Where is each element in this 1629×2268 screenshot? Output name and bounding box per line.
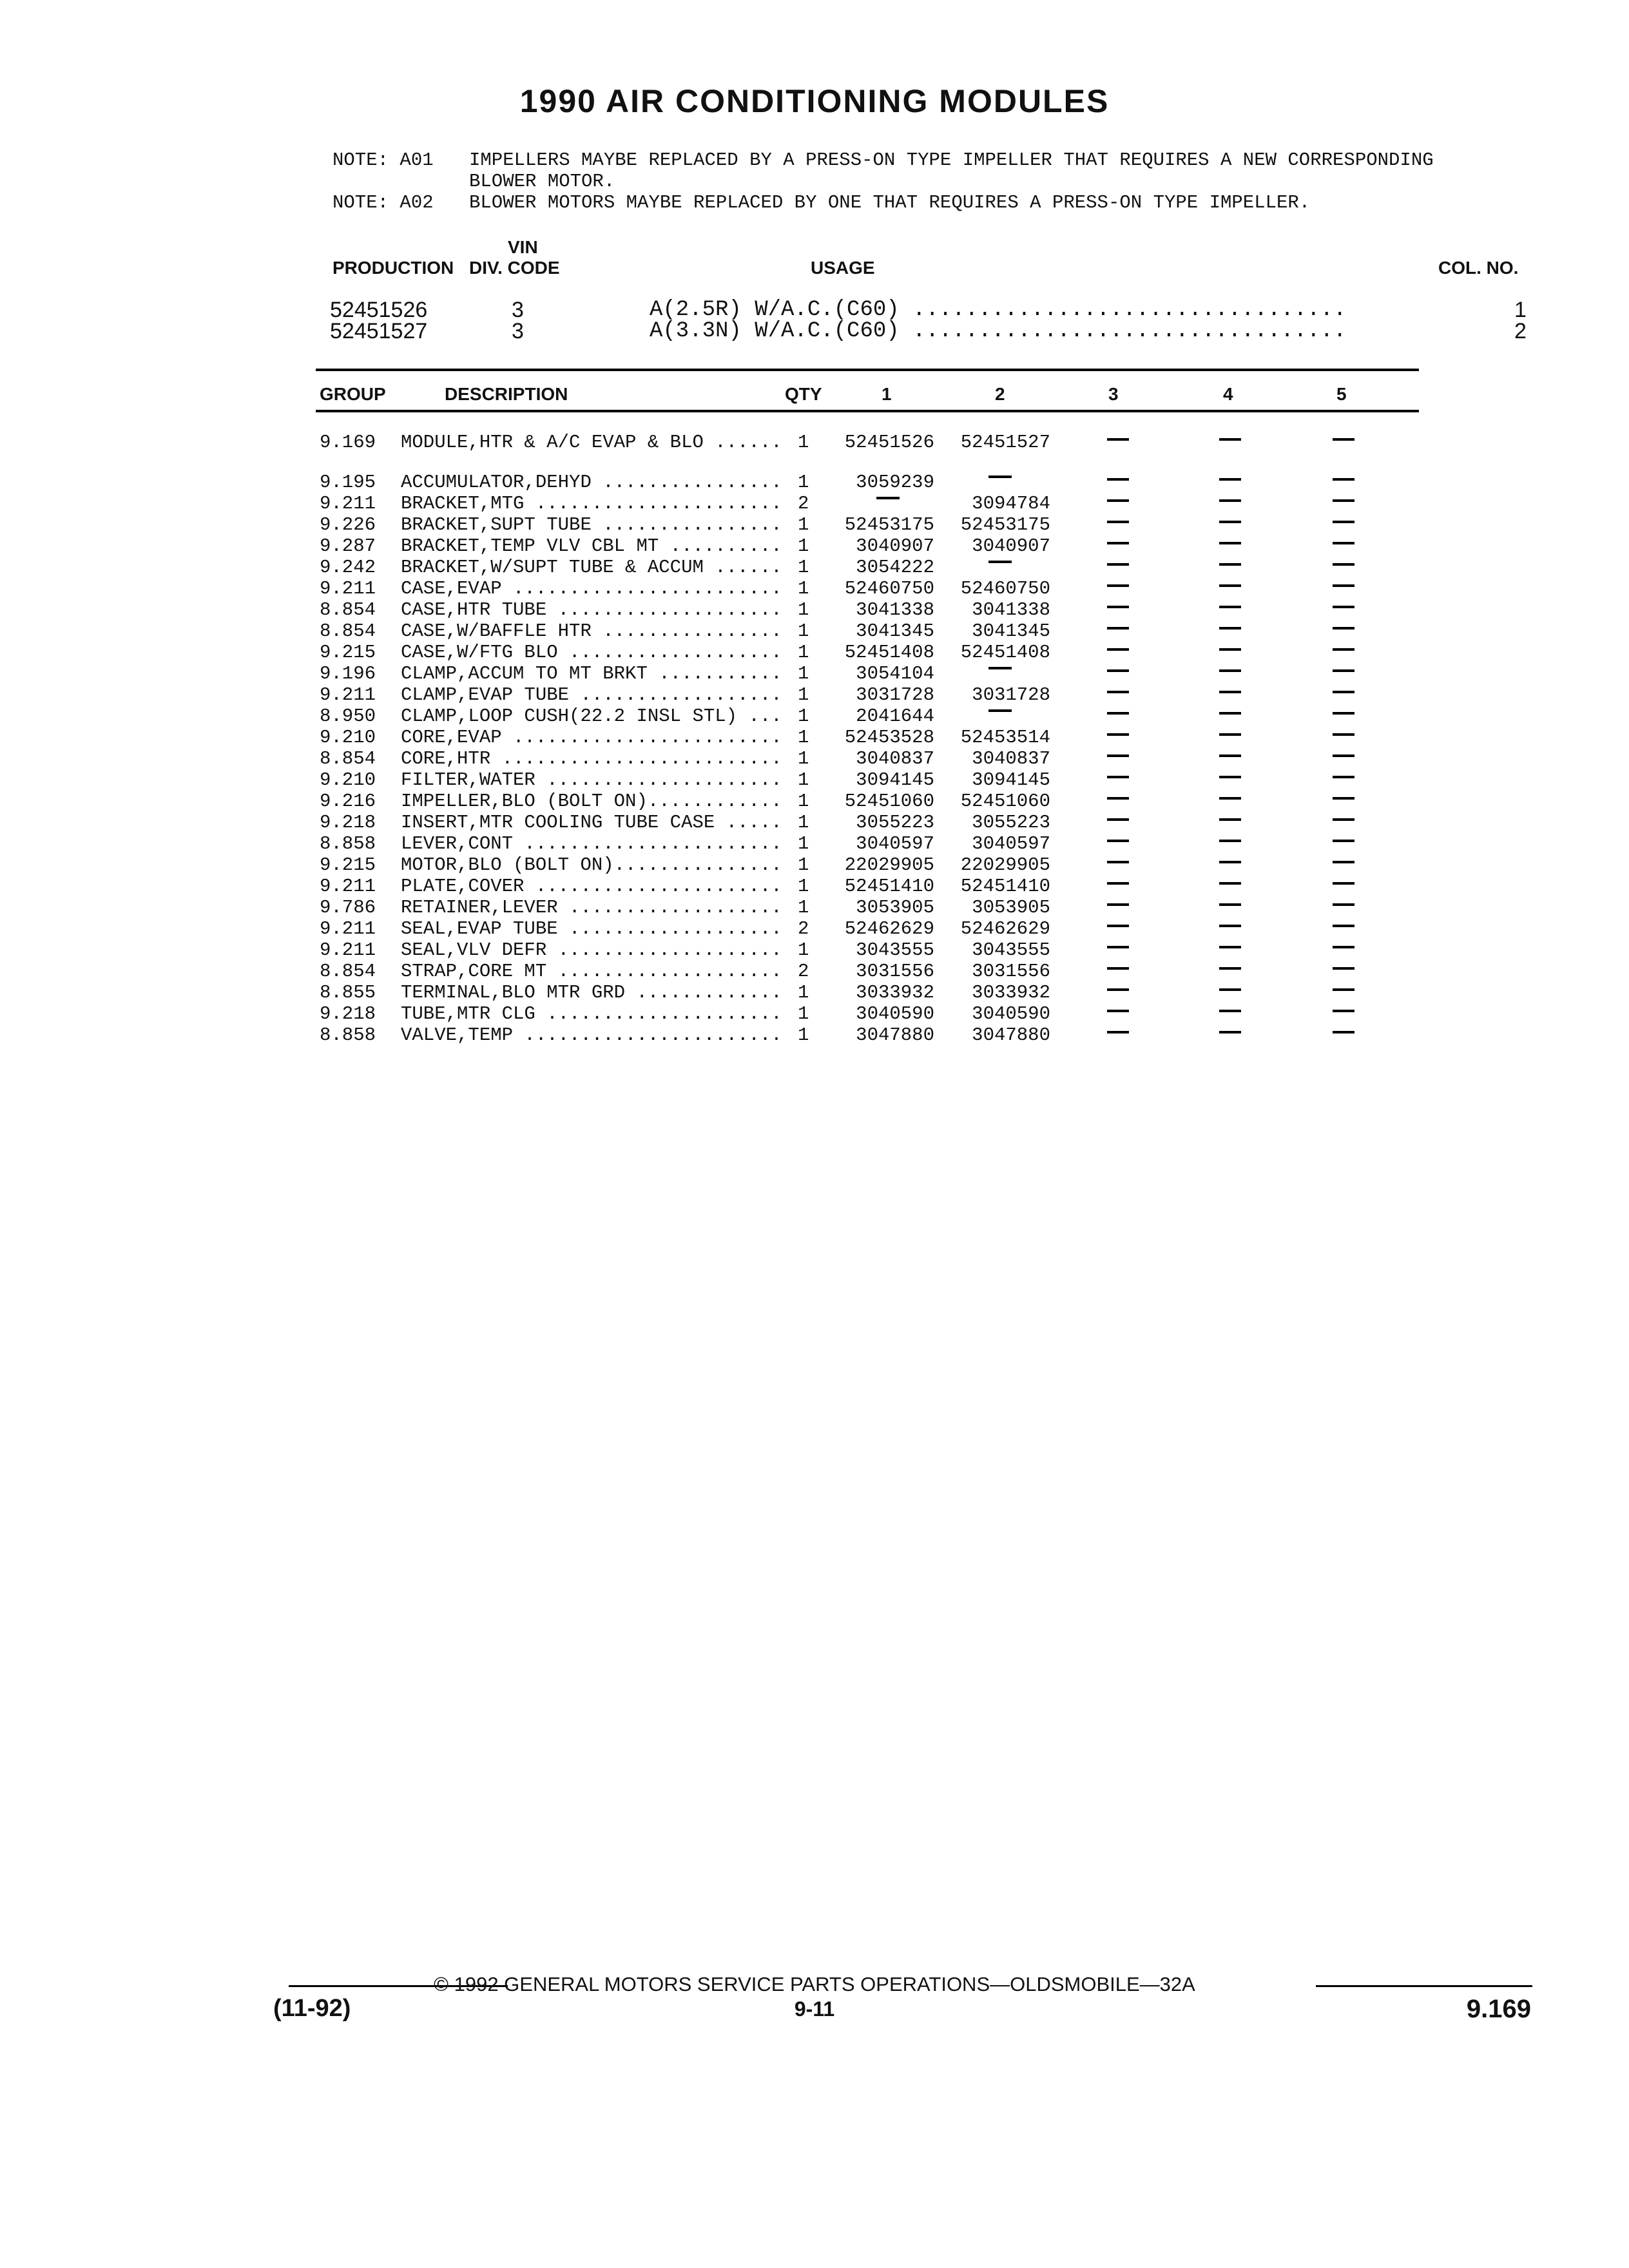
table-row xyxy=(0,493,1629,514)
group-cell: 8.854 xyxy=(320,599,376,620)
col-2-header: 2 xyxy=(995,384,1005,404)
col-3-dash xyxy=(1107,691,1129,693)
table-row xyxy=(0,833,1629,854)
production-usage: A(3.3N) W/A.C.(C60) ................................. xyxy=(650,319,1347,343)
qty-cell: 1 xyxy=(798,812,809,833)
col-3-dash xyxy=(1107,606,1129,608)
col-2-cell: 3094145 xyxy=(972,769,1050,791)
col-2-cell: 52453514 xyxy=(960,727,1050,748)
col-1-cell: 3059239 xyxy=(856,472,934,493)
col-1-cell: 3055223 xyxy=(856,812,934,833)
table-row xyxy=(0,642,1629,663)
description-cell: BRACKET,W/SUPT TUBE & ACCUM ...... xyxy=(401,557,782,578)
col-4-dash xyxy=(1219,754,1241,757)
col-2-cell: 52462629 xyxy=(960,918,1050,939)
qty-cell: 1 xyxy=(798,769,809,791)
col-1-cell: 3053905 xyxy=(856,897,934,918)
group-cell: 9.287 xyxy=(320,535,376,557)
description-cell: CORE,EVAP ........................ xyxy=(401,727,782,748)
group-cell: 8.854 xyxy=(320,620,376,642)
description-cell: SEAL,EVAP TUBE ................... xyxy=(401,918,782,939)
description-cell: CASE,W/FTG BLO ................... xyxy=(401,642,782,663)
col-3-dash xyxy=(1107,818,1129,821)
footer-date: (11-92) xyxy=(273,1995,351,2022)
table-row xyxy=(0,876,1629,897)
col-1-header: 1 xyxy=(882,384,892,404)
footer-copyright: © 1992 GENERAL MOTORS SERVICE PARTS OPERATIONS—OLDSMOBILE—32A xyxy=(434,1973,1195,1995)
col-2-cell: 3094784 xyxy=(972,493,1050,514)
col-5-dash xyxy=(1333,967,1354,970)
col-3-dash xyxy=(1107,478,1129,481)
col-5-dash xyxy=(1333,563,1354,566)
table-row xyxy=(0,599,1629,620)
col-3-dash xyxy=(1107,648,1129,651)
footer-page-number: 9-11 xyxy=(794,1997,835,2021)
col-1-cell: 3054222 xyxy=(856,557,934,578)
col-5-dash xyxy=(1333,818,1354,821)
table-row xyxy=(0,557,1629,578)
col-3-dash xyxy=(1107,712,1129,715)
qty-cell: 1 xyxy=(798,706,809,727)
description-cell: MODULE,HTR & A/C EVAP & BLO ...... xyxy=(401,432,782,453)
col-5-dash xyxy=(1333,840,1354,842)
production-col: 2 xyxy=(1514,319,1527,343)
qty-cell: 1 xyxy=(798,642,809,663)
group-cell: 9.226 xyxy=(320,514,376,535)
group-cell: 9.215 xyxy=(320,854,376,876)
col-4-dash xyxy=(1219,1031,1241,1033)
production-col: 1 xyxy=(1514,298,1527,322)
col-3-header: 3 xyxy=(1108,384,1119,404)
col-3-dash xyxy=(1107,1031,1129,1033)
col-1-cell: 3033932 xyxy=(856,982,934,1003)
col-4-dash xyxy=(1219,584,1241,587)
col-5-dash xyxy=(1333,1010,1354,1012)
col-3-dash xyxy=(1107,840,1129,842)
col-1-cell: 22029905 xyxy=(844,854,934,876)
col-5-dash xyxy=(1333,542,1354,544)
note-a01-text: IMPELLERS MAYBE REPLACED BY A PRESS-ON TYPE IMPELLER THAT REQUIRES A NEW CORRESPONDING xyxy=(469,149,1434,171)
not-applicable-dash xyxy=(988,476,1012,478)
col-5-dash xyxy=(1333,946,1354,948)
col-2-cell: 3041345 xyxy=(972,620,1050,642)
col-1-cell: 3054104 xyxy=(856,663,934,684)
col-1-cell: 52453175 xyxy=(844,514,934,535)
note-a02-label: NOTE: A02 xyxy=(333,192,434,213)
qty-cell: 1 xyxy=(798,833,809,854)
col-4-dash xyxy=(1219,776,1241,778)
col-5-header: 5 xyxy=(1336,384,1347,404)
col-5-dash xyxy=(1333,438,1354,441)
table-row xyxy=(0,472,1629,493)
col-1-cell: 52451060 xyxy=(844,791,934,812)
col-4-dash xyxy=(1219,1010,1241,1012)
col-1-cell: 52460750 xyxy=(844,578,934,599)
col-5-dash xyxy=(1333,903,1354,906)
table-row xyxy=(0,1003,1629,1024)
col-3-dash xyxy=(1107,584,1129,587)
table-row xyxy=(0,918,1629,939)
col-2-cell: 3055223 xyxy=(972,812,1050,833)
qty-cell: 1 xyxy=(798,897,809,918)
qty-cell: 1 xyxy=(798,1003,809,1024)
col-1-cell: 3040597 xyxy=(856,833,934,854)
col-4-dash xyxy=(1219,925,1241,927)
col-4-dash xyxy=(1219,840,1241,842)
col-5-dash xyxy=(1333,648,1354,651)
col-2-cell: 3031556 xyxy=(972,961,1050,982)
table-row xyxy=(0,791,1629,812)
group-cell: 9.211 xyxy=(320,876,376,897)
col-4-dash xyxy=(1219,967,1241,970)
qty-cell: 2 xyxy=(798,918,809,939)
col-1-cell: 52451410 xyxy=(844,876,934,897)
production-header: PRODUCTION xyxy=(333,258,454,278)
table-row xyxy=(0,432,1629,453)
group-cell: 9.196 xyxy=(320,663,376,684)
description-header: DESCRIPTION xyxy=(445,384,568,404)
group-cell: 8.858 xyxy=(320,833,376,854)
qty-cell: 1 xyxy=(798,432,809,453)
group-header: GROUP xyxy=(320,384,386,404)
description-cell: CLAMP,LOOP CUSH(22.2 INSL STL) ... xyxy=(401,706,782,727)
group-cell: 8.950 xyxy=(320,706,376,727)
group-cell: 9.218 xyxy=(320,1003,376,1024)
col-4-dash xyxy=(1219,946,1241,948)
table-row xyxy=(0,727,1629,748)
description-cell: TERMINAL,BLO MTR GRD ............. xyxy=(401,982,782,1003)
not-applicable-dash xyxy=(988,561,1012,563)
col-5-dash xyxy=(1333,606,1354,608)
production-div: 3 xyxy=(512,298,524,322)
group-cell: 9.195 xyxy=(320,472,376,493)
description-cell: IMPELLER,BLO (BOLT ON)............ xyxy=(401,791,782,812)
col-3-dash xyxy=(1107,1010,1129,1012)
col-5-dash xyxy=(1333,925,1354,927)
qty-cell: 2 xyxy=(798,493,809,514)
col-5-dash xyxy=(1333,776,1354,778)
description-cell: STRAP,CORE MT .................... xyxy=(401,961,782,982)
qty-header: QTY xyxy=(785,384,822,404)
col-1-cell: 3047880 xyxy=(856,1024,934,1046)
col-5-dash xyxy=(1333,1031,1354,1033)
col-3-dash xyxy=(1107,754,1129,757)
col-3-dash xyxy=(1107,882,1129,885)
col-5-dash xyxy=(1333,627,1354,629)
col-1-cell: 3043555 xyxy=(856,939,934,961)
col-3-dash xyxy=(1107,669,1129,672)
qty-cell: 1 xyxy=(798,684,809,706)
group-cell: 9.786 xyxy=(320,897,376,918)
production-number: 52451527 xyxy=(330,319,428,343)
qty-cell: 2 xyxy=(798,961,809,982)
description-cell: SEAL,VLV DEFR .................... xyxy=(401,939,782,961)
description-cell: CLAMP,EVAP TUBE .................. xyxy=(401,684,782,706)
qty-cell: 1 xyxy=(798,791,809,812)
qty-cell: 1 xyxy=(798,514,809,535)
col-2-cell: 3040597 xyxy=(972,833,1050,854)
group-cell: 9.211 xyxy=(320,684,376,706)
col-5-dash xyxy=(1333,882,1354,885)
qty-cell: 1 xyxy=(798,663,809,684)
col-2-cell: 3040907 xyxy=(972,535,1050,557)
col-5-dash xyxy=(1333,754,1354,757)
col-4-dash xyxy=(1219,818,1241,821)
qty-cell: 1 xyxy=(798,876,809,897)
qty-cell: 1 xyxy=(798,557,809,578)
description-cell: ACCUMULATOR,DEHYD ................ xyxy=(401,472,782,493)
col-4-dash xyxy=(1219,903,1241,906)
col-2-cell: 3041338 xyxy=(972,599,1050,620)
table-row xyxy=(0,939,1629,961)
vin-header: VIN xyxy=(508,237,538,257)
col-1-cell: 3040590 xyxy=(856,1003,934,1024)
group-cell: 8.855 xyxy=(320,982,376,1003)
col-4-dash xyxy=(1219,542,1241,544)
col-2-cell: 3047880 xyxy=(972,1024,1050,1046)
col-1-cell: 52451408 xyxy=(844,642,934,663)
description-cell: BRACKET,MTG ...................... xyxy=(401,493,782,514)
description-cell: BRACKET,TEMP VLV CBL MT .......... xyxy=(401,535,782,557)
not-applicable-dash xyxy=(988,709,1012,712)
col-3-dash xyxy=(1107,967,1129,970)
table-row xyxy=(0,854,1629,876)
not-applicable-dash xyxy=(876,497,900,499)
qty-cell: 1 xyxy=(798,620,809,642)
col-2-cell: 52451410 xyxy=(960,876,1050,897)
col-4-dash xyxy=(1219,988,1241,991)
qty-cell: 1 xyxy=(798,939,809,961)
qty-cell: 1 xyxy=(798,1024,809,1046)
col-4-dash xyxy=(1219,691,1241,693)
group-cell: 9.210 xyxy=(320,769,376,791)
col-1-cell: 3041338 xyxy=(856,599,934,620)
col-4-header: 4 xyxy=(1223,384,1233,404)
col-3-dash xyxy=(1107,776,1129,778)
description-cell: CASE,W/BAFFLE HTR ................ xyxy=(401,620,782,642)
col-3-dash xyxy=(1107,797,1129,800)
col-5-dash xyxy=(1333,691,1354,693)
qty-cell: 1 xyxy=(798,854,809,876)
group-cell: 9.216 xyxy=(320,791,376,812)
col-1-cell: 52462629 xyxy=(844,918,934,939)
group-cell: 9.169 xyxy=(320,432,376,453)
col-2-cell: 3053905 xyxy=(972,897,1050,918)
col-2-cell: 3033932 xyxy=(972,982,1050,1003)
col-5-dash xyxy=(1333,712,1354,715)
group-cell: 8.858 xyxy=(320,1024,376,1046)
group-cell: 9.210 xyxy=(320,727,376,748)
col-3-dash xyxy=(1107,499,1129,502)
col-2-cell: 22029905 xyxy=(960,854,1050,876)
table-header-rule xyxy=(316,410,1419,412)
col-2-cell: 52460750 xyxy=(960,578,1050,599)
col-4-dash xyxy=(1219,882,1241,885)
group-cell: 9.211 xyxy=(320,578,376,599)
div-code-header: DIV. CODE xyxy=(469,258,560,278)
not-applicable-dash xyxy=(988,667,1012,669)
col-4-dash xyxy=(1219,478,1241,481)
group-cell: 9.211 xyxy=(320,918,376,939)
description-cell: BRACKET,SUPT TUBE ................ xyxy=(401,514,782,535)
col-2-cell: 3040837 xyxy=(972,748,1050,769)
col-4-dash xyxy=(1219,499,1241,502)
col-3-dash xyxy=(1107,861,1129,863)
qty-cell: 1 xyxy=(798,578,809,599)
qty-cell: 1 xyxy=(798,748,809,769)
group-cell: 9.211 xyxy=(320,493,376,514)
production-usage: A(2.5R) W/A.C.(C60) ................................. xyxy=(650,298,1347,322)
col-1-cell: 52453528 xyxy=(844,727,934,748)
col-5-dash xyxy=(1333,584,1354,587)
col-4-dash xyxy=(1219,797,1241,800)
col-5-dash xyxy=(1333,478,1354,481)
table-row xyxy=(0,706,1629,727)
col-4-dash xyxy=(1219,669,1241,672)
table-row xyxy=(0,684,1629,706)
col-4-dash xyxy=(1219,861,1241,863)
qty-cell: 1 xyxy=(798,727,809,748)
col-3-dash xyxy=(1107,563,1129,566)
table-row xyxy=(0,578,1629,599)
table-row xyxy=(0,961,1629,982)
col-1-cell: 3094145 xyxy=(856,769,934,791)
description-cell: INSERT,MTR COOLING TUBE CASE ..... xyxy=(401,812,782,833)
description-cell: LEVER,CONT ....................... xyxy=(401,833,782,854)
col-3-dash xyxy=(1107,903,1129,906)
table-row xyxy=(0,748,1629,769)
description-cell: TUBE,MTR CLG ..................... xyxy=(401,1003,782,1024)
col-4-dash xyxy=(1219,627,1241,629)
table-row xyxy=(0,663,1629,684)
col-3-dash xyxy=(1107,733,1129,736)
col-1-cell: 2041644 xyxy=(856,706,934,727)
col-2-cell: 52451060 xyxy=(960,791,1050,812)
group-cell: 9.242 xyxy=(320,557,376,578)
col-no-header: COL. NO. xyxy=(1438,258,1519,278)
col-2-cell: 3043555 xyxy=(972,939,1050,961)
table-row xyxy=(0,1024,1629,1046)
usage-header: USAGE xyxy=(811,258,875,278)
col-2-cell: 3031728 xyxy=(972,684,1050,706)
col-1-cell: 3031556 xyxy=(856,961,934,982)
page-title: 1990 AIR CONDITIONING MODULES xyxy=(519,83,1110,119)
table-row xyxy=(0,620,1629,642)
col-4-dash xyxy=(1219,648,1241,651)
col-1-cell: 3031728 xyxy=(856,684,934,706)
col-3-dash xyxy=(1107,627,1129,629)
col-5-dash xyxy=(1333,797,1354,800)
col-1-cell: 3041345 xyxy=(856,620,934,642)
col-3-dash xyxy=(1107,438,1129,441)
col-5-dash xyxy=(1333,988,1354,991)
description-cell: CASE,EVAP ........................ xyxy=(401,578,782,599)
col-5-dash xyxy=(1333,733,1354,736)
group-cell: 9.218 xyxy=(320,812,376,833)
qty-cell: 1 xyxy=(798,472,809,493)
group-cell: 8.854 xyxy=(320,961,376,982)
description-cell: FILTER,WATER ..................... xyxy=(401,769,782,791)
col-5-dash xyxy=(1333,669,1354,672)
description-cell: RETAINER,LEVER ................... xyxy=(401,897,782,918)
note-a01-label: NOTE: A01 xyxy=(333,149,434,171)
description-cell: PLATE,COVER ...................... xyxy=(401,876,782,897)
col-5-dash xyxy=(1333,499,1354,502)
footer-section-number: 9.169 xyxy=(1466,1995,1531,2023)
col-4-dash xyxy=(1219,712,1241,715)
production-div: 3 xyxy=(512,319,524,343)
qty-cell: 1 xyxy=(798,599,809,620)
production-number: 52451526 xyxy=(330,298,428,322)
group-cell: 9.215 xyxy=(320,642,376,663)
qty-cell: 1 xyxy=(798,982,809,1003)
qty-cell: 1 xyxy=(798,535,809,557)
col-3-dash xyxy=(1107,925,1129,927)
table-row xyxy=(0,514,1629,535)
table-top-rule xyxy=(316,369,1419,371)
table-row xyxy=(0,812,1629,833)
col-1-cell: 3040837 xyxy=(856,748,934,769)
col-3-dash xyxy=(1107,946,1129,948)
col-4-dash xyxy=(1219,521,1241,523)
table-row xyxy=(0,982,1629,1003)
description-cell: VALVE,TEMP ....................... xyxy=(401,1024,782,1046)
col-4-dash xyxy=(1219,563,1241,566)
description-cell: CLAMP,ACCUM TO MT BRKT ........... xyxy=(401,663,782,684)
col-4-dash xyxy=(1219,606,1241,608)
col-2-cell: 3040590 xyxy=(972,1003,1050,1024)
col-1-cell: 3040907 xyxy=(856,535,934,557)
col-1-cell: 52451526 xyxy=(844,432,934,453)
note-a01-text-cont: BLOWER MOTOR. xyxy=(469,171,615,192)
col-2-cell: 52451527 xyxy=(960,432,1050,453)
table-row xyxy=(0,535,1629,557)
col-4-dash xyxy=(1219,733,1241,736)
group-cell: 9.211 xyxy=(320,939,376,961)
description-cell: CASE,HTR TUBE .................... xyxy=(401,599,782,620)
group-cell: 8.854 xyxy=(320,748,376,769)
note-a02-text: BLOWER MOTORS MAYBE REPLACED BY ONE THAT REQUIRES A PRESS-ON TYPE IMPELLER. xyxy=(469,192,1311,213)
col-2-cell: 52453175 xyxy=(960,514,1050,535)
description-cell: CORE,HTR ......................... xyxy=(401,748,782,769)
col-4-dash xyxy=(1219,438,1241,441)
col-5-dash xyxy=(1333,861,1354,863)
col-5-dash xyxy=(1333,521,1354,523)
description-cell: MOTOR,BLO (BOLT ON)............... xyxy=(401,854,782,876)
col-3-dash xyxy=(1107,521,1129,523)
col-3-dash xyxy=(1107,988,1129,991)
col-3-dash xyxy=(1107,542,1129,544)
col-2-cell: 52451408 xyxy=(960,642,1050,663)
table-row xyxy=(0,769,1629,791)
table-row xyxy=(0,897,1629,918)
